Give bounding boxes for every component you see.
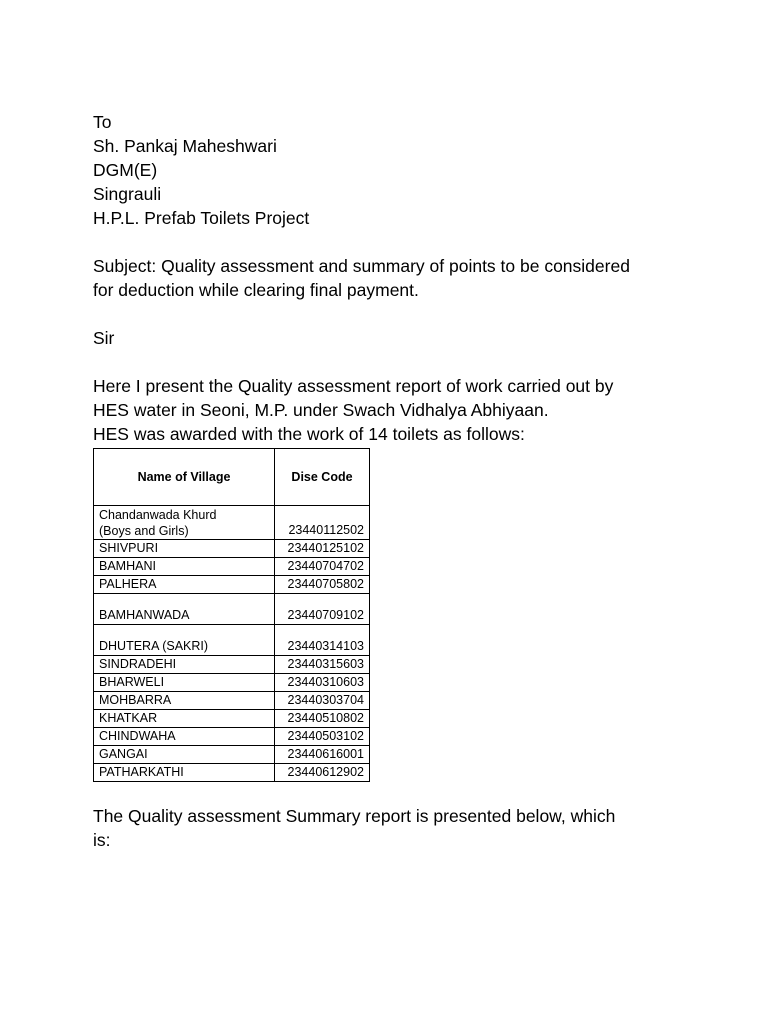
table-row (94, 674, 370, 692)
village-cell: SINDRADEHI (94, 656, 275, 674)
table-row (94, 540, 370, 558)
dise-code-cell: 23440303704 (275, 692, 370, 710)
village-cell: BAMHANI (94, 558, 275, 576)
dise-code-cell: 23440503102 (275, 728, 370, 746)
dise-code-cell: 23440315603 (275, 656, 370, 674)
village-name-line-2: (Boys and Girls) (99, 524, 189, 538)
header-village: Name of Village (94, 449, 275, 506)
closing-paragraph (93, 804, 693, 852)
village-cell (94, 506, 275, 540)
subject-line-1: Subject: Quality assessment and summary of points to be considered (93, 256, 630, 276)
table-row (94, 558, 370, 576)
table-row (94, 506, 370, 540)
dise-code-cell: 23440510802 (275, 710, 370, 728)
village-cell: PALHERA (94, 576, 275, 594)
village-cell: PATHARKATHI (94, 764, 275, 782)
table-row (94, 764, 370, 782)
intro-line-1: Here I present the Quality assessment report of work carried out by (93, 376, 614, 396)
village-table (93, 448, 370, 782)
village-cell: DHUTERA (SAKRI) (94, 625, 275, 656)
address-to: To (93, 112, 112, 132)
closing-line-1: The Quality assessment Summary report is presented below, which (93, 806, 616, 826)
table-row (94, 692, 370, 710)
salutation: Sir (93, 328, 115, 348)
table-header-row (94, 449, 370, 506)
village-cell: MOHBARRA (94, 692, 275, 710)
spacer (93, 350, 693, 374)
header-dise-code: Dise Code (275, 449, 370, 506)
dise-code-cell: 23440310603 (275, 674, 370, 692)
dise-code-cell: 23440705802 (275, 576, 370, 594)
subject-line-2: for deduction while clearing final payment. (93, 280, 419, 300)
address-name: Sh. Pankaj Maheshwari (93, 136, 277, 156)
table-row (94, 576, 370, 594)
table-row (94, 594, 370, 625)
table-row (94, 710, 370, 728)
table-row (94, 746, 370, 764)
dise-code-cell: 23440612902 (275, 764, 370, 782)
village-name-line-1: Chandanwada Khurd (99, 508, 217, 522)
village-cell: BAMHANWADA (94, 594, 275, 625)
table-row (94, 656, 370, 674)
intro-line-2: HES water in Seoni, M.P. under Swach Vidhalya Abhiyaan. (93, 400, 549, 420)
address-location: Singrauli (93, 184, 162, 204)
address-designation: DGM(E) (93, 160, 158, 180)
village-cell: CHINDWAHA (94, 728, 275, 746)
dise-code-cell: 23440125102 (275, 540, 370, 558)
intro-line-3: HES was awarded with the work of 14 toilets as follows: (93, 424, 525, 444)
village-cell: KHATKAR (94, 710, 275, 728)
address-project: H.P.L. Prefab Toilets Project (93, 208, 310, 228)
spacer (93, 302, 693, 326)
dise-code-cell: 23440709102 (275, 594, 370, 625)
village-cell: BHARWELI (94, 674, 275, 692)
closing-line-2: is: (93, 830, 111, 850)
table-row (94, 728, 370, 746)
dise-code-cell: 23440704702 (275, 558, 370, 576)
letter-page (93, 110, 693, 852)
spacer (93, 230, 693, 254)
dise-code-cell: 23440112502 (275, 506, 370, 540)
village-cell: GANGAI (94, 746, 275, 764)
table-row (94, 625, 370, 656)
dise-code-cell: 23440314103 (275, 625, 370, 656)
village-cell: SHIVPURI (94, 540, 275, 558)
dise-code-cell: 23440616001 (275, 746, 370, 764)
